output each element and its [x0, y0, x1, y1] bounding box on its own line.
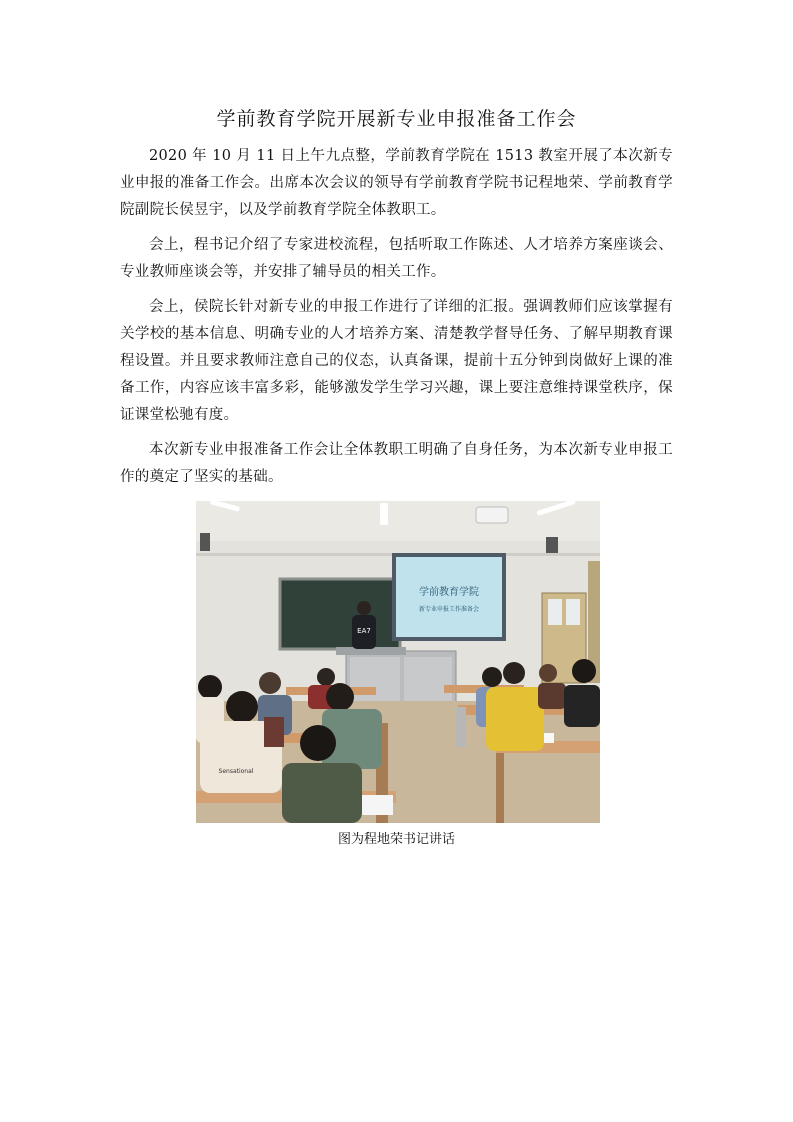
document-title: 学前教育学院开展新专业申报准备工作会 [216, 108, 577, 130]
paragraph-1: 2020 年 10 月 11 日上午九点整，学前教育学院在 1513 教室开展了本次新专业申报的准备工作会。出席本次会议的领导有学前教育学院书记程地荣、学前教育学院副院长侯昱宇，以及学前教育学院全体教职工。 [120, 148, 673, 218]
meeting-photo [196, 501, 600, 823]
photo-caption: 图为程地荣书记讲话 [337, 832, 455, 847]
paragraph-3: 会上，侯院长针对新专业的申报工作进行了详细的汇报。强调教师们应该掌握有关学校的基本信息、明确专业的人才培养方案、清楚教学督导任务、了解早期教育课程设置。并且要求教师注意自己的仪态，认真备课，提前十五分钟到岗做好上课的准备工作，内容应该丰富多彩，能够激发学生学习兴趣，课上要注意维持课堂秩序，保证课堂松驰有度。 [120, 299, 673, 423]
paragraph-2: 会上，程书记介绍了专家进校流程，包括听取工作陈述、人才培养方案座谈会、专业教师座谈会等，并安排了辅导员的相关工作。 [120, 237, 673, 280]
screen-subtitle-text: 新专业申报工作准备会 [418, 606, 480, 613]
paragraph-4: 本次新专业申报准备工作会让全体教职工明确了自身任务，为本次新专业申报工作的奠定了坚实的基础。 [120, 442, 673, 485]
sweater-text: Sensational [218, 768, 254, 775]
screen-title-text: 学前教育学院 [419, 587, 479, 598]
shirt-text: EA7 [357, 627, 371, 635]
document-body [120, 143, 673, 499]
